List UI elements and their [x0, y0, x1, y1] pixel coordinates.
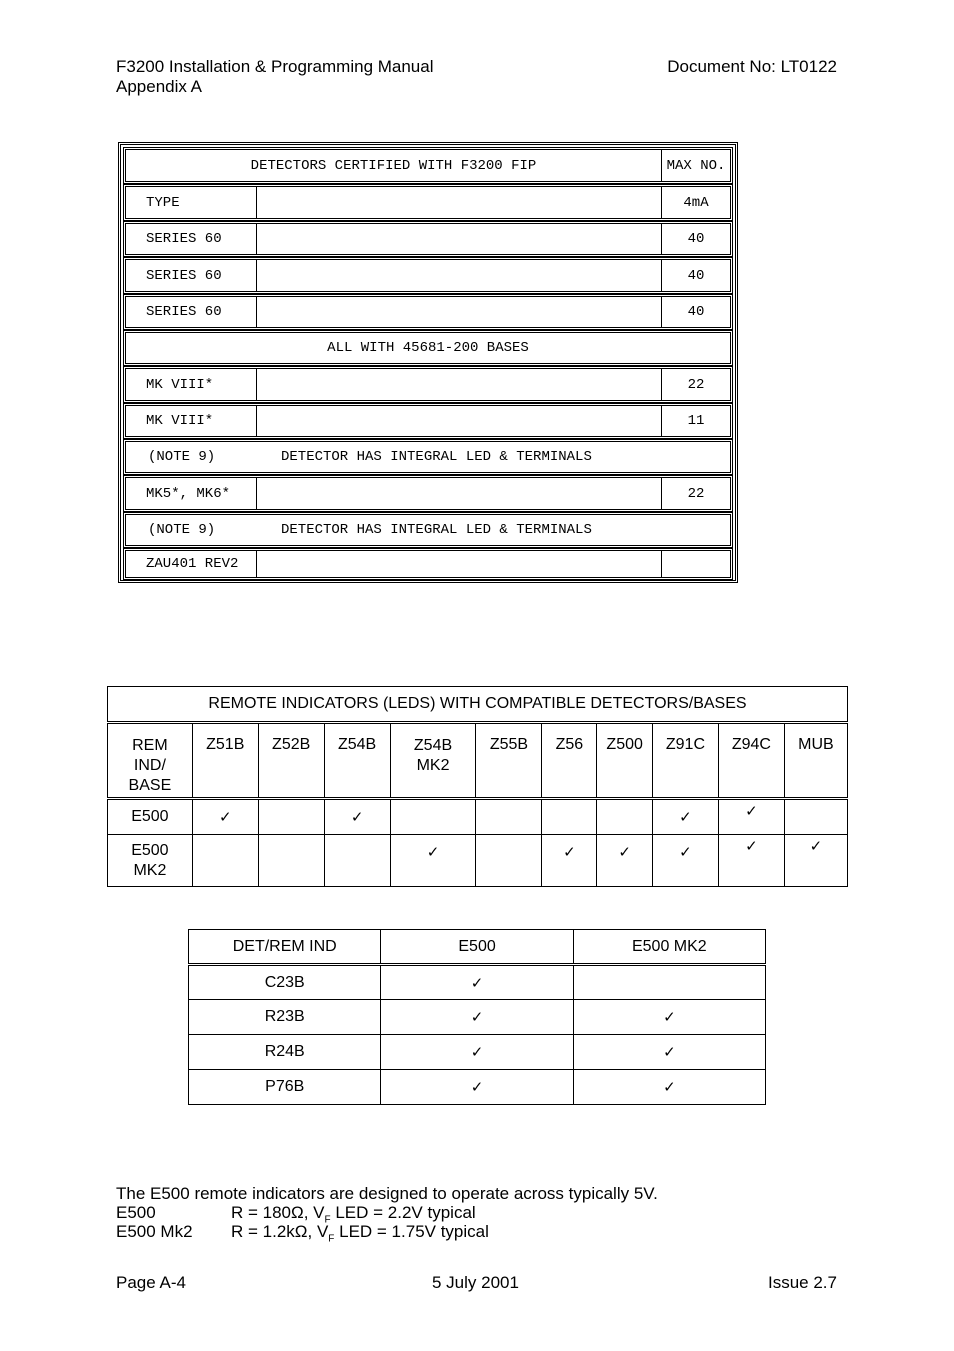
- check-cell: [784, 799, 847, 835]
- note-label: (NOTE 9): [148, 522, 216, 538]
- check-cell: ✓: [390, 835, 476, 887]
- row-label: P76B: [189, 1070, 381, 1105]
- manual-title: F3200 Installation & Programming Manual: [116, 57, 434, 76]
- det-rem-header-row: [189, 930, 766, 965]
- detector-name: MK VIII*: [146, 376, 214, 393]
- check-cell: [476, 835, 542, 887]
- detector-max: 11: [687, 413, 705, 429]
- check-cell: ✓: [381, 1070, 573, 1105]
- footer-date: 5 July 2001: [432, 1273, 519, 1292]
- column-header: Z56: [542, 723, 597, 799]
- check-cell: ✓: [192, 799, 258, 835]
- column-header: E500 MK2: [573, 930, 765, 965]
- row-label: R24B: [189, 1035, 381, 1070]
- note-text: DETECTOR HAS INTEGRAL LED & TERMINALS: [281, 449, 592, 465]
- table-row: [189, 1035, 766, 1070]
- detector-row: [123, 548, 733, 580]
- column-header: MUB: [784, 723, 847, 799]
- footnote-e500-spec: R = 180Ω, $V_F$ LED = 2.2V typical: [231, 1203, 476, 1226]
- page-number: Page A-4: [116, 1273, 186, 1292]
- detector-max: 22: [687, 485, 705, 502]
- note-label: (NOTE 9): [148, 449, 216, 465]
- column-header: DET/REM IND: [189, 930, 381, 965]
- check-cell: ✓: [784, 835, 847, 887]
- detector-name: SERIES 60: [146, 231, 222, 247]
- check-cell: ✓: [652, 835, 718, 887]
- detector-name: MK VIII*: [146, 413, 214, 429]
- max-heading: MAX NO.: [666, 157, 726, 174]
- bases-note-row: [123, 330, 733, 366]
- check-cell: [390, 799, 476, 835]
- column-header: Z52B: [258, 723, 324, 799]
- check-cell: ✓: [573, 1000, 765, 1035]
- row-label: R23B: [189, 1000, 381, 1035]
- detector-row: [123, 403, 733, 439]
- table-row: [189, 965, 766, 1000]
- footnote-mk2-spec: R = 1.2kΩ, $V_F$ LED = 1.75V typical: [231, 1222, 489, 1245]
- detectors-heading: DETECTORS CERTIFIED WITH F3200 FIP: [250, 157, 537, 174]
- note-row: [123, 512, 733, 548]
- check-cell: [258, 799, 324, 835]
- column-header: Z54B MK2: [390, 723, 476, 799]
- remote-indicators-table: [107, 686, 848, 887]
- remote-table-header-row: [108, 723, 848, 799]
- detector-max: 40: [687, 231, 705, 247]
- footnote-mk2-label: E500 Mk2: [116, 1222, 193, 1241]
- check-cell: [192, 835, 258, 887]
- check-cell: ✓: [597, 835, 653, 887]
- issue-number: Issue 2.7: [768, 1273, 837, 1292]
- table-row: [108, 799, 848, 835]
- detector-max: 22: [687, 376, 705, 393]
- check-cell: ✓: [573, 1070, 765, 1105]
- check-cell: [573, 965, 765, 1000]
- check-cell: ✓: [324, 799, 390, 835]
- check-cell: [597, 799, 653, 835]
- check-cell: ✓: [573, 1035, 765, 1070]
- document-number: Document No: LT0122: [667, 57, 837, 76]
- detector-name: MK5*, MK6*: [146, 485, 231, 502]
- check-cell: [542, 799, 597, 835]
- column-header: Z94C: [718, 723, 784, 799]
- table-row: [108, 835, 848, 887]
- note-row: [123, 439, 733, 475]
- row-label: C23B: [189, 965, 381, 1000]
- detector-row: [123, 294, 733, 330]
- detector-name: SERIES 60: [146, 267, 222, 284]
- detector-row: [123, 221, 733, 257]
- remote-table-title: REMOTE INDICATORS (LEDS) WITH COMPATIBLE DETECTORS/BASES: [108, 687, 848, 723]
- check-cell: [324, 835, 390, 887]
- bases-note: ALL WITH 45681-200 BASES: [327, 340, 529, 356]
- detector-row: [123, 257, 733, 294]
- detector-name: ZAU401 REV2: [146, 556, 239, 572]
- type-label: TYPE: [146, 194, 180, 211]
- detector-max: 40: [687, 304, 705, 320]
- check-cell: ✓: [381, 965, 573, 1000]
- detector-max: 40: [687, 267, 705, 284]
- row-label: E500 MK2: [108, 835, 193, 887]
- footnote-e500-label: E500: [116, 1203, 156, 1222]
- detector-row: [123, 475, 733, 512]
- appendix-label: Appendix A: [116, 77, 203, 96]
- footnote-line: The E500 remote indicators are designed to operate across typically 5V.: [116, 1184, 658, 1203]
- table-row: [189, 1000, 766, 1035]
- corner-cell: REM IND/ BASE: [108, 723, 193, 799]
- table-row: [189, 1070, 766, 1105]
- detectors-heading-row: [123, 147, 733, 184]
- type-row: [123, 184, 733, 221]
- check-cell: ✓: [652, 799, 718, 835]
- column-header: Z54B: [324, 723, 390, 799]
- detector-row: [123, 366, 733, 403]
- check-cell: [476, 799, 542, 835]
- column-header: Z55B: [476, 723, 542, 799]
- check-cell: ✓: [718, 799, 784, 835]
- row-label: E500: [108, 799, 193, 835]
- check-cell: ✓: [718, 835, 784, 887]
- type-unit: 4mA: [683, 194, 709, 211]
- detector-name: SERIES 60: [146, 304, 222, 320]
- check-cell: ✓: [542, 835, 597, 887]
- det-rem-table: [188, 929, 766, 1105]
- column-header: Z51B: [192, 723, 258, 799]
- detector-max: [662, 551, 730, 577]
- column-header: E500: [381, 930, 573, 965]
- check-cell: ✓: [381, 1035, 573, 1070]
- check-cell: ✓: [381, 1000, 573, 1035]
- detectors-table: [118, 142, 738, 583]
- check-cell: [258, 835, 324, 887]
- column-header: Z91C: [652, 723, 718, 799]
- column-header: Z500: [597, 723, 653, 799]
- note-text: DETECTOR HAS INTEGRAL LED & TERMINALS: [281, 522, 592, 538]
